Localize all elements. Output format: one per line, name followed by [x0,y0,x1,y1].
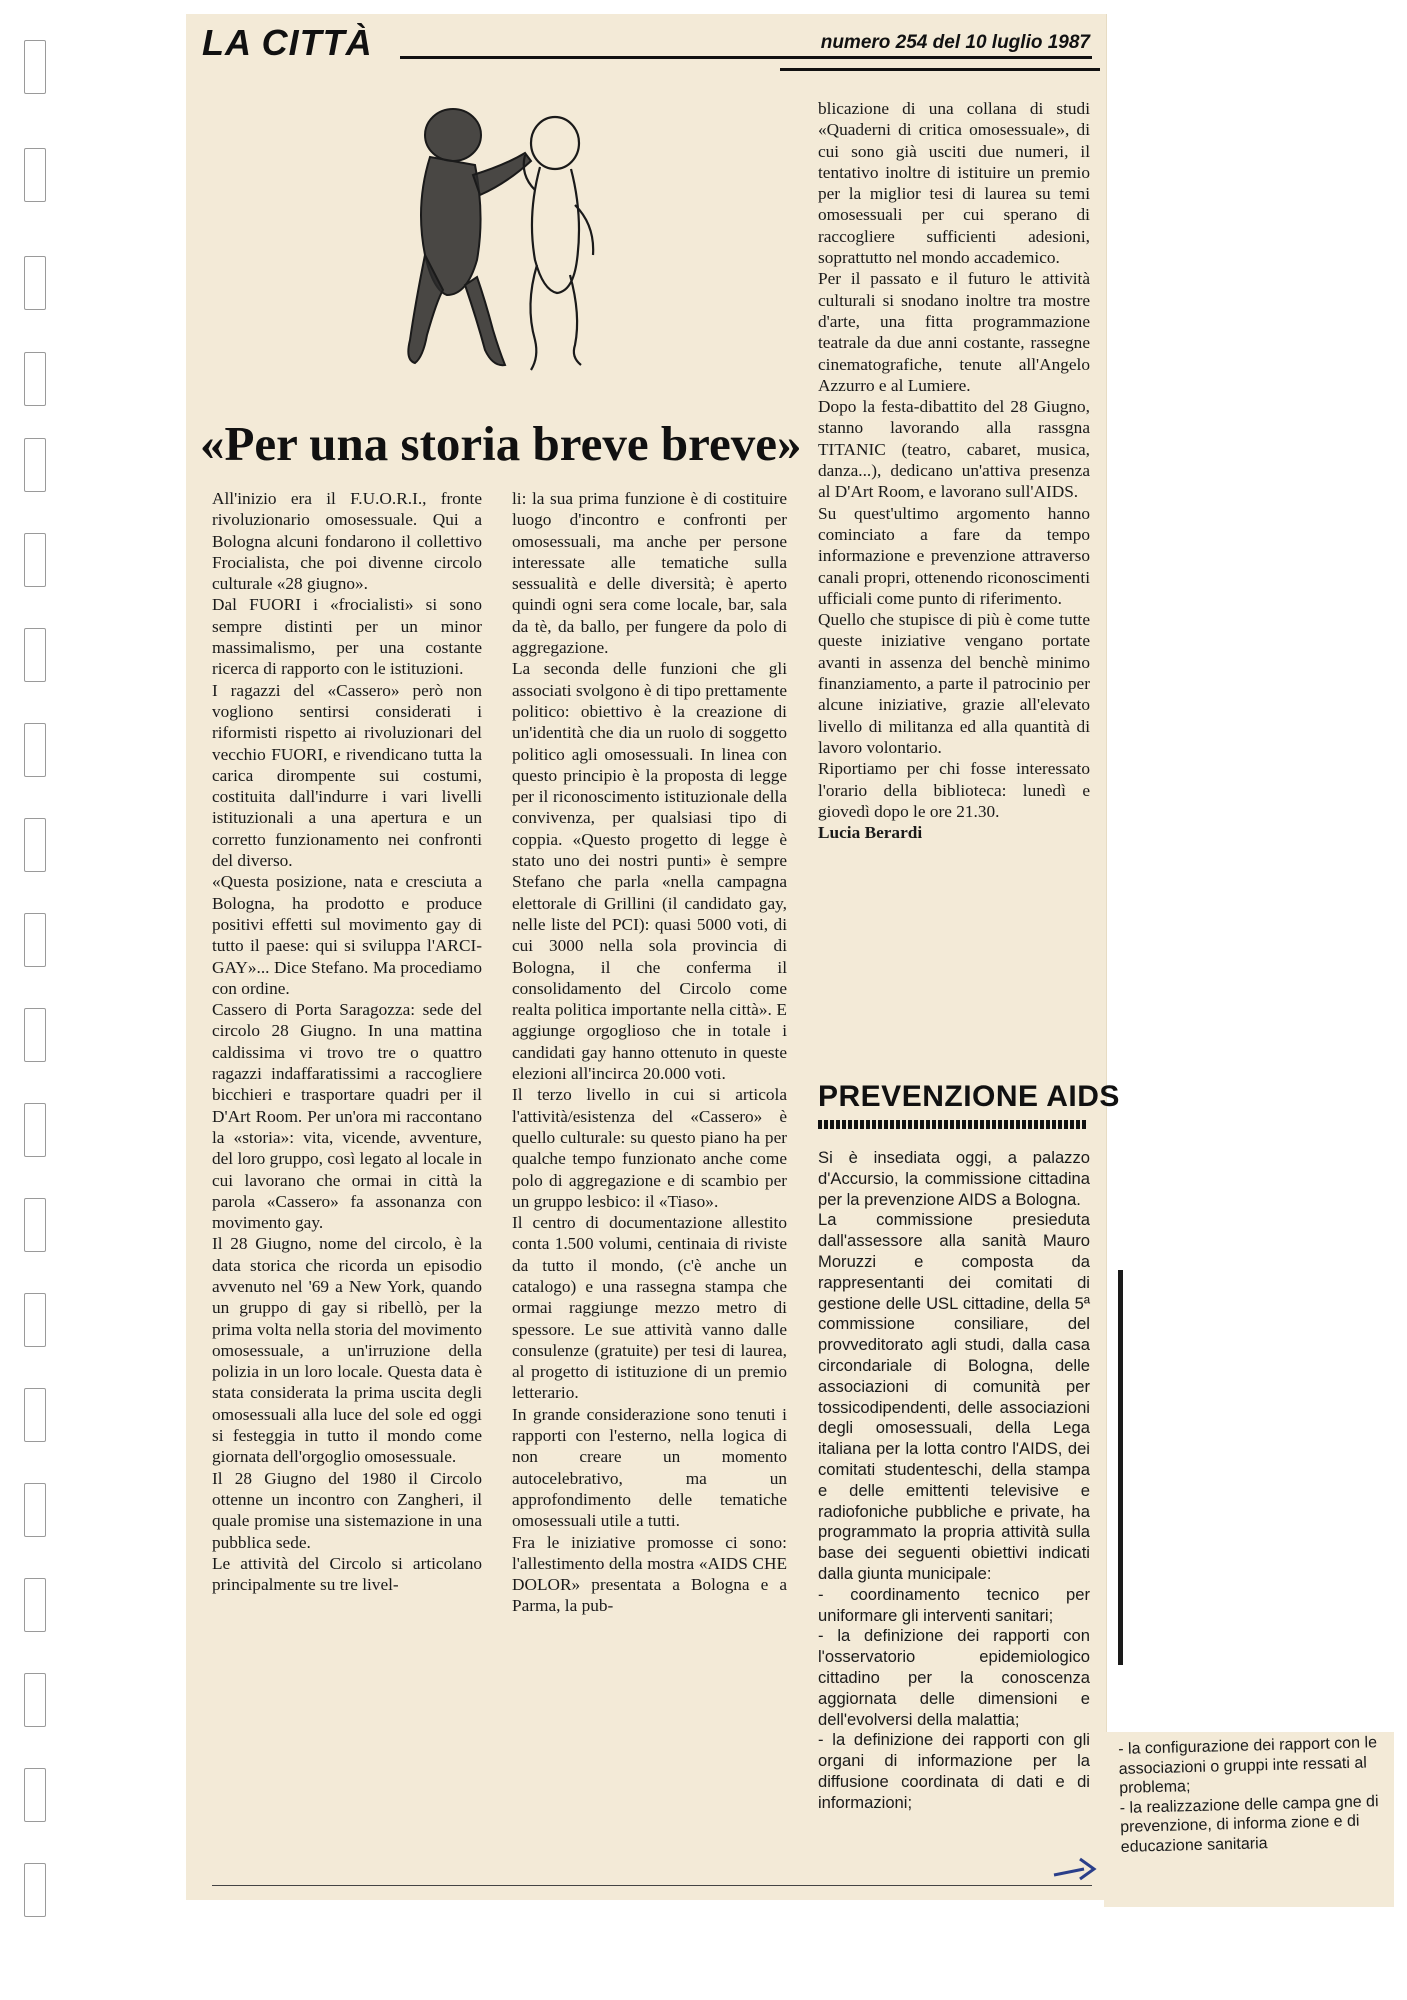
binder-hole [24,628,46,682]
cherubs-illustration [385,95,610,385]
paragraph: Le attività del Circolo si articolano principalmente su tre livel- [212,1553,482,1595]
issue-date: numero 254 del 10 luglio 1987 [813,32,1090,54]
paragraph: Si è insediata oggi, a palazzo d'Accursio, la commissione cittadina per la prevenzione AIDS a Bologna. [818,1148,1090,1209]
binder-hole [24,818,46,872]
binder-hole [24,1768,46,1822]
binder-hole [24,352,46,406]
binder-hole [24,1863,46,1917]
masthead-rule [400,56,1092,59]
bottom-rule [212,1885,1092,1886]
binder-holes [24,0,54,2000]
newspaper-title: LA CITTÀ [202,22,373,63]
binder-hole [24,1008,46,1062]
paragraph: I ragazzi del «Cassero» però non vogliono sentirsi considerati i riformisti rispetto ai rivoluzionari del vecchio FUORI, e rivendicano tutta la carica dirompente sui costumi, costituita dall'indurre i vari livelli istituzionali a una apertura e un corretto funzionamento nei confronti del diverso. [212,680,482,871]
paragraph: Il 28 Giugno del 1980 il Circolo ottenne un incontro con Zangheri, il quale promise una sistemazione in una pubblica sede. [212,1468,482,1552]
binder-hole [24,723,46,777]
paragraph: Per il passato e il futuro le attività culturali si snodano inoltre tra mostre d'arte, una fitta programmazione teatrale da due anni costante, rassegne cinematografiche, tenute all'Angelo Azzurro e al Lumiere. [818,269,1090,395]
list-item: - la realizzazione delle campa gne di prevenzione, di informa zione e di educazione sanitaria [1119,1792,1379,1856]
paragraph: Cassero di Porta Saragozza: sede del circolo 28 Giugno. In una mattina caldissima vi trovo tre o quattro ragazzi indaffaratissimi a raccogliere bicchieri e trasportare quadri per il D'Art Room. Per un'ora mi raccontano la «storia»: vita, vicende, avventure, del loro gruppo, così legato al locale in cui lavorano che ormai in città la parola «Cassero» fa assonanza con movimento gay. [212,1000,482,1233]
list-item: - la definizione dei rapporti con l'osservatorio epidemiologico cittadino per la conoscenza aggiornata delle dimensioni e dell'evolversi della malattia; [818,1626,1090,1729]
paragraph: Su quest'ultimo argomento hanno cominciato a fare da tempo informazione e prevenzione attraverso canali propri, ottenendo riconoscimenti ufficiali come punto di riferimento. [818,503,1090,608]
binder-hole [24,40,46,94]
paragraph: li: la sua prima funzione è di costituire luogo d'incontro e confronti per omosessuali, ma anche per persone interessate alle tematiche sulla sessualità e delle diversità; è aperto quindi ogni sera come locale, bar, sala da tè, da ballo, per fungere da polo di aggregazione. [512,489,787,658]
arrow-mark-icon [1050,1855,1100,1885]
paragraph: Riportiamo per chi fosse interessato l'orario della biblioteca: lunedì e giovedì dopo le ore 21.30. [818,759,1090,821]
header-rule [780,68,1100,71]
paragraph: Il 28 Giugno, nome del circolo, è la data storica che ricorda un episodio avvenuto nel '69 a New York, quando un gruppo di gay si ribellò, per la prima volta nella storia del movimento omosessuale, a un'irruzione della polizia in un loro locale. Questa data è stata considerata la prima uscita degli omosessuali alla luce del sole ed oggi si festeggia in tutto il mondo come giornata dell'orgoglio omosessuale. [212,1234,482,1467]
paragraph: La seconda delle funzioni che gli associati svolgono è di tipo prettamente politico: obiettivo è la creazione di un'identità che dia un ruolo di soggetto politico agli omosessuali. In linea con questo principio è la proposta di legge per il riconoscimento istituzionale della convivenza, per qualsiasi tipo di coppia. «Questo progetto di legge è stato uno dei nostri punti» è sempre Stefano che parla «nella campagna elettorale di Grillini (il candidato gay, nelle liste del PCI): quasi 5000 voti, di cui 3000 nella sola provincia di Bologna, il che conferma il consolidamento del Circolo come realta politica importante nella città». E aggiunge orgoglioso che in totale i candidati gay hanno ottenuto in queste elezioni all'incirca 20.000 voti. [512,659,787,1084]
binder-hole [24,1673,46,1727]
binder-hole [24,438,46,492]
binder-hole [24,256,46,310]
paragraph: Dopo la festa-dibattito del 28 Giugno, stanno lavorando alla rassgna TITANIC (teatro, cabaret, musica, danza...), dedicano un'attiva presenza al D'Art Room, e lavorano sull'AIDS. [818,397,1090,502]
box-continuation [1118,1733,1393,1857]
article-column-1 [212,488,482,1595]
paragraph: Il terzo livello in cui si articola l'attività/esistenza del «Cassero» è quello culturale: su questo piano ha per qualche tempo funzionato anche come polo di aggregazione e di scambio per un gruppo lesbico: il «Tiaso». [512,1085,787,1211]
masthead [190,18,1102,70]
paragraph: «Questa posizione, nata e cresciuta a Bologna, ha prodotto e produce positivi effetti sul movimento gay di tutto il paese: qui si sviluppa l'ARCI-GAY»... Dice Stefano. Ma procediamo con ordine. [212,872,482,998]
margin-bar [1118,1270,1123,1665]
list-item: - la configurazione dei rapport con le associazioni o gruppi inte ressati al problema; [1118,1734,1378,1797]
paragraph: blicazione di una collana di studi «Quaderni di critica omosessuale», di cui sono già usciti due numeri, il tentativo inoltre di istituire un premio per la miglior tesi di laurea su temi omosessuali per cui sperano di raccogliere sufficienti adesioni, soprattutto nel mondo accademico. [818,99,1090,268]
dotted-rule [818,1120,1088,1129]
list-item: - la definizione dei rapporti con gli organi di informazione per la diffusione coordinata di dati e di informazioni; [818,1730,1090,1812]
binder-hole [24,1578,46,1632]
byline: Lucia Berardi [818,823,923,843]
binder-hole [24,913,46,967]
binder-hole [24,1103,46,1157]
binder-hole [24,1293,46,1347]
binder-hole [24,533,46,587]
box-title: PREVENZIONE AIDS [818,1080,1120,1113]
paragraph: In grande considerazione sono tenuti i rapporti con l'esterno, nella logica di non creare un momento autocelebrativo, ma un approfondimento delle tematiche omosessuali utile a tutti. [512,1404,787,1531]
box-body [818,1148,1090,1814]
paragraph: Il centro di documentazione allestito conta 1.500 volumi, centinaia di riviste da tutto il mondo, (c'è anche un catalogo) e una rassegna stampa che ormai raggiunge mezzo metro di spessore. Le sue attività vanno dalle consulenze (gratuite) per tesi di laurea, al progetto di istituzione di un premio letterario. [512,1213,787,1403]
paragraph: La commissione presieduta dall'assessore alla sanità Mauro Moruzzi e composta da rappresentanti dei comitati di gestione delle USL cittadine, della 5ª commissione consiliare, del provveditorato agli studi, dalla casa circondariale di Bologna, delle associazioni di comunità per tossicodipendenti, delle associazioni degli omosessuali, della Lega italiana per la lotta contro l'AIDS, dei comitati studenteschi, della stampa e delle emittenti televisive e radiofoniche pubbliche e private, ha programmato la propria attività sulla base dei seguenti obiettivi indicati dalla giunta municipale: [818,1210,1090,1583]
binder-hole [24,1198,46,1252]
binder-hole [24,148,46,202]
list-item: - coordinamento tecnico per uniformare gli interventi sanitari; [818,1584,1090,1625]
binder-hole [24,1483,46,1537]
binder-hole [24,1388,46,1442]
headline: «Per una storia breve breve» [200,416,802,471]
paragraph: Dal FUORI i «frocialisti» si sono sempre distinti per un minor massimalismo, per una costante ricerca di rapporto con le istituzioni. [212,595,482,679]
article-column-2 [512,488,787,1617]
article-column-3 [818,98,1090,843]
paragraph: All'inizio era il F.U.O.R.I., fronte rivoluzionario omosessuale. Qui a Bologna alcuni fondarono il collettivo Frocialista, che poi divenne circolo culturale «28 giugno». [212,489,482,594]
paragraph: Quello che stupisce di più è come tutte queste iniziative vengano portate avanti in assenza del benchè minimo finanziamento, a parte il patrocinio per alcune iniziative, grazie all'elevato livello di militanza ed alla quantità di lavoro volontario. [818,610,1090,757]
paragraph: Fra le iniziative promosse ci sono: l'allestimento della mostra «AIDS CHE DOLOR» presentata a Bologna e a Parma, la pub- [512,1532,787,1616]
